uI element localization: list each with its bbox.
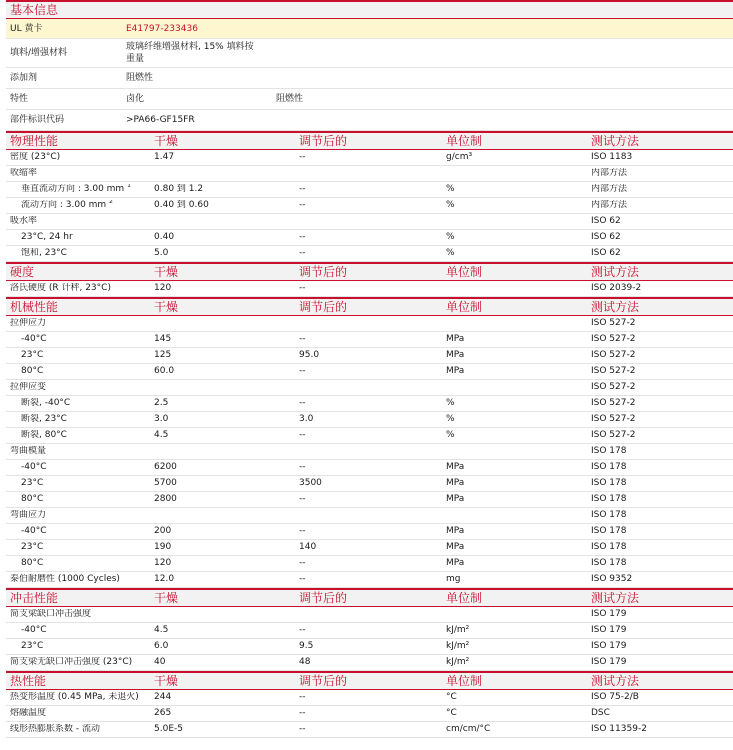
property-name-text: 23°C	[21, 542, 44, 552]
unit-value: MPa	[446, 366, 465, 376]
dry-value: 6200	[154, 462, 177, 472]
dry-value: 5.0	[154, 248, 169, 258]
unit-value: kJ/m²	[446, 657, 470, 667]
test-method: ISO 178	[591, 510, 627, 520]
test-method: ISO 9352	[591, 574, 633, 584]
basic-info-header	[6, 0, 733, 19]
property-name	[6, 609, 154, 620]
table-row	[6, 492, 733, 508]
conditioned-value: --	[299, 625, 306, 635]
property-name	[6, 510, 154, 521]
test-method: ISO 527-2	[591, 414, 636, 424]
test-method: ISO 179	[591, 625, 627, 635]
dry-value: 0.40	[154, 232, 175, 242]
property-name	[6, 430, 154, 441]
hardness-section-title: 硬度	[10, 265, 35, 279]
table-row	[6, 556, 733, 572]
table-row	[6, 246, 733, 262]
feature-value-1: 卤化	[126, 94, 145, 104]
property-name	[6, 216, 154, 227]
property-name	[6, 641, 154, 652]
column-unit-header: 单位制	[446, 674, 483, 688]
test-method: ISO 527-2	[591, 334, 636, 344]
conditioned-value: 48	[299, 657, 311, 667]
property-name	[6, 350, 154, 361]
property-name-text: 饱和, 23°C	[21, 248, 67, 258]
table-row	[6, 332, 733, 348]
additive-label: 添加剂	[10, 73, 38, 83]
additive-value: 阻燃性	[126, 73, 154, 83]
dry-value: 265	[154, 708, 172, 718]
unit-value: %	[446, 232, 455, 242]
property-name	[6, 366, 154, 377]
test-method: ISO 527-2	[591, 430, 636, 440]
table-row	[6, 166, 733, 182]
property-name-text: 23°C	[21, 478, 44, 488]
unit-value: mg	[446, 574, 461, 584]
property-name-text: 流动方向 : 3.00 mm	[21, 200, 107, 210]
table-row	[6, 230, 733, 246]
unit-value: g/cm³	[446, 152, 473, 162]
unit-value: MPa	[446, 350, 465, 360]
column-conditioned-header: 调节后的	[299, 591, 348, 605]
dry-value: 3.0	[154, 414, 169, 424]
unit-value: MPa	[446, 462, 465, 472]
column-method-header: 测试方法	[591, 265, 640, 279]
dry-value: 0.80 到 1.2	[154, 184, 204, 194]
conditioned-value: --	[299, 692, 306, 702]
property-name-text: 弯曲应力	[10, 510, 47, 520]
column-unit-header: 单位制	[446, 134, 483, 148]
table-row	[6, 150, 733, 166]
column-method-header: 测试方法	[591, 591, 640, 605]
property-name-text: 热变形温度 (0.45 MPa, 未退火)	[10, 692, 139, 702]
conditioned-value: --	[299, 248, 306, 258]
test-method: ISO 179	[591, 609, 627, 619]
dry-value: 120	[154, 558, 172, 568]
dry-value: 200	[154, 526, 172, 536]
table-row	[6, 639, 733, 655]
unit-value: °C	[446, 692, 457, 702]
conditioned-value: --	[299, 200, 306, 210]
property-name-text: 80°C	[21, 494, 44, 504]
property-name	[6, 446, 154, 457]
test-method: ISO 178	[591, 478, 627, 488]
conditioned-value: 3.0	[299, 414, 314, 424]
dry-value: 244	[154, 692, 172, 702]
property-name	[6, 692, 154, 703]
table-row	[6, 607, 733, 623]
property-name-text: 断裂, -40°C	[21, 398, 71, 408]
dry-value: 2800	[154, 494, 177, 504]
dry-value: 40	[154, 657, 166, 667]
table-row	[6, 428, 733, 444]
dry-value: 125	[154, 350, 172, 360]
conditioned-value: --	[299, 462, 306, 472]
filler-label: 填料/增强材料	[10, 48, 68, 58]
property-name-text: -40°C	[21, 462, 47, 472]
table-row	[6, 508, 733, 524]
unit-value: %	[446, 430, 455, 440]
test-method: 内部方法	[591, 168, 628, 178]
property-name-text: 泰伯耐磨性 (1000 Cycles)	[10, 574, 120, 584]
property-name-text: 断裂, 80°C	[21, 430, 67, 440]
physical-section-header	[6, 131, 733, 150]
conditioned-value: --	[299, 398, 306, 408]
conditioned-value: --	[299, 708, 306, 718]
property-sections	[6, 131, 733, 738]
dry-value: 2.5	[154, 398, 169, 408]
basic-info-title: 基本信息	[10, 3, 59, 17]
property-name-text: 简支梁无缺口冲击强度 (23°C)	[10, 657, 133, 667]
table-row	[6, 412, 733, 428]
table-row	[6, 623, 733, 639]
conditioned-value: --	[299, 232, 306, 242]
conditioned-value: 3500	[299, 478, 322, 488]
property-name	[6, 526, 154, 537]
property-name	[6, 334, 154, 345]
test-method: 内部方法	[591, 184, 628, 194]
property-name-text: 拉伸应力	[10, 318, 47, 328]
property-name	[6, 724, 154, 735]
unit-value: %	[446, 200, 455, 210]
table-row	[6, 655, 733, 671]
part-id-row	[6, 110, 733, 131]
dry-value: 1.47	[154, 152, 175, 162]
table-row	[6, 348, 733, 364]
ul-yellow-card-row	[6, 19, 733, 39]
property-name-text: 弯曲模量	[10, 446, 47, 456]
property-name-text: 80°C	[21, 558, 44, 568]
property-name	[6, 152, 154, 163]
test-method: ISO 1183	[591, 152, 633, 162]
column-conditioned-header: 调节后的	[299, 300, 348, 314]
conditioned-value: 140	[299, 542, 317, 552]
conditioned-value: --	[299, 526, 306, 536]
test-method: ISO 178	[591, 494, 627, 504]
table-row	[6, 364, 733, 380]
property-name	[6, 542, 154, 553]
conditioned-value: --	[299, 574, 306, 584]
conditioned-value: --	[299, 184, 306, 194]
test-method: ISO 178	[591, 526, 627, 536]
property-name-text: 密度 (23°C)	[10, 152, 61, 162]
property-name-text: 23°C, 24 hr	[21, 232, 73, 242]
conditioned-value: 9.5	[299, 641, 314, 651]
conditioned-value: --	[299, 430, 306, 440]
property-name-text: 洛氏硬度 (R 计秤, 23°C)	[10, 283, 111, 293]
test-method: ISO 62	[591, 216, 621, 226]
test-method: ISO 527-2	[591, 398, 636, 408]
test-method: ISO 178	[591, 446, 627, 456]
property-name-text: 吸水率	[10, 216, 38, 226]
table-row	[6, 524, 733, 540]
mechanical-section-title: 机械性能	[10, 300, 59, 314]
table-row	[6, 572, 733, 588]
part-id-label: 部件标识代码	[10, 115, 65, 125]
property-name-text: -40°C	[21, 334, 47, 344]
test-method: ISO 527-2	[591, 366, 636, 376]
mechanical-section-header	[6, 297, 733, 316]
column-unit-header: 单位制	[446, 265, 483, 279]
property-name	[6, 232, 154, 243]
column-method-header: 测试方法	[591, 134, 640, 148]
unit-value: °C	[446, 708, 457, 718]
unit-value: cm/cm/°C	[446, 724, 491, 734]
property-name	[6, 574, 154, 585]
table-row	[6, 706, 733, 722]
table-row	[6, 444, 733, 460]
property-name-text: -40°C	[21, 526, 47, 536]
unit-value: MPa	[446, 526, 465, 536]
column-dry-header: 干燥	[154, 300, 179, 314]
unit-value: %	[446, 398, 455, 408]
hardness-section-header	[6, 262, 733, 281]
dry-value: 145	[154, 334, 172, 344]
table-row	[6, 182, 733, 198]
column-method-header: 测试方法	[591, 674, 640, 688]
unit-value: %	[446, 414, 455, 424]
property-name	[6, 625, 154, 636]
dry-value: 190	[154, 542, 172, 552]
test-method: ISO 527-2	[591, 318, 636, 328]
column-dry-header: 干燥	[154, 591, 179, 605]
table-row	[6, 198, 733, 214]
conditioned-value: --	[299, 334, 306, 344]
column-dry-header: 干燥	[154, 674, 179, 688]
filler-value-line1: 玻璃纤维增强材料, 15% 填料按	[126, 42, 254, 52]
property-name	[6, 318, 154, 329]
conditioned-value: --	[299, 494, 306, 504]
test-method: 内部方法	[591, 200, 628, 210]
column-unit-header: 单位制	[446, 300, 483, 314]
property-name	[6, 382, 154, 393]
column-unit-header: 单位制	[446, 591, 483, 605]
dry-value: 60.0	[154, 366, 175, 376]
column-conditioned-header: 调节后的	[299, 265, 348, 279]
table-row	[6, 316, 733, 332]
property-name-text: 23°C	[21, 641, 44, 651]
test-method: DSC	[591, 708, 610, 718]
unit-value: MPa	[446, 494, 465, 504]
conditioned-value: --	[299, 724, 306, 734]
test-method: ISO 75-2/B	[591, 692, 639, 702]
dry-value: 12.0	[154, 574, 175, 584]
filler-row	[6, 39, 733, 68]
test-method: ISO 62	[591, 232, 621, 242]
property-name	[6, 283, 154, 294]
property-name	[6, 558, 154, 569]
footnote-marker: 1	[127, 184, 131, 189]
test-method: ISO 527-2	[591, 350, 636, 360]
property-name-text: 简支梁缺口冲击强度	[10, 609, 92, 619]
table-row	[6, 722, 733, 738]
property-name	[6, 494, 154, 505]
property-name-text: 拉伸应变	[10, 382, 47, 392]
property-name	[6, 414, 154, 425]
property-name-text: 80°C	[21, 366, 44, 376]
column-conditioned-header: 调节后的	[299, 134, 348, 148]
feature-label: 特性	[10, 94, 29, 104]
unit-value: kJ/m²	[446, 641, 470, 651]
property-name	[6, 168, 154, 179]
property-name	[6, 462, 154, 473]
thermal-section-header	[6, 671, 733, 690]
footnote-marker: 2	[109, 200, 113, 205]
property-name-text: -40°C	[21, 625, 47, 635]
property-name-text: 熔融温度	[10, 708, 47, 718]
impact-section-header	[6, 588, 733, 607]
test-method: ISO 179	[591, 657, 627, 667]
additive-row	[6, 68, 733, 89]
table-row	[6, 540, 733, 556]
test-method: ISO 527-2	[591, 382, 636, 392]
property-name-text: 断裂, 23°C	[21, 414, 67, 424]
unit-value: MPa	[446, 542, 465, 552]
unit-value: kJ/m²	[446, 625, 470, 635]
property-name	[6, 708, 154, 719]
dry-value: 0.40 到 0.60	[154, 200, 209, 210]
ul-label: UL 黄卡	[10, 23, 43, 34]
unit-value: MPa	[446, 334, 465, 344]
conditioned-value: 95.0	[299, 350, 320, 360]
filler-value-line2: 重量	[126, 54, 145, 64]
property-name	[6, 184, 154, 195]
thermal-section-title: 热性能	[10, 674, 47, 688]
table-row	[6, 690, 733, 706]
property-name-text: 收缩率	[10, 168, 38, 178]
column-dry-header: 干燥	[154, 134, 179, 148]
test-method: ISO 179	[591, 641, 627, 651]
property-name	[6, 478, 154, 489]
column-dry-header: 干燥	[154, 265, 179, 279]
unit-value: %	[446, 184, 455, 194]
ul-value[interactable]: E41797-233436	[126, 23, 198, 34]
property-name	[6, 200, 154, 211]
test-method: ISO 178	[591, 462, 627, 472]
property-name-text: 23°C	[21, 350, 44, 360]
property-name	[6, 398, 154, 409]
property-name	[6, 248, 154, 259]
conditioned-value: --	[299, 283, 306, 293]
unit-value: %	[446, 248, 455, 258]
impact-section-title: 冲击性能	[10, 591, 59, 605]
column-method-header: 测试方法	[591, 300, 640, 314]
filler-value	[126, 41, 276, 65]
conditioned-value: --	[299, 152, 306, 162]
dry-value: 5.0E-5	[154, 724, 183, 734]
table-row	[6, 281, 733, 297]
table-row	[6, 460, 733, 476]
feature-value-2: 阻燃性	[276, 94, 304, 104]
test-method: ISO 178	[591, 542, 627, 552]
physical-section-title: 物理性能	[10, 134, 59, 148]
conditioned-value: --	[299, 558, 306, 568]
conditioned-value: --	[299, 366, 306, 376]
test-method: ISO 62	[591, 248, 621, 258]
dry-value: 5700	[154, 478, 177, 488]
part-id-value: >PA66-GF15FR	[126, 115, 195, 125]
property-name-text: 垂直流动方向 : 3.00 mm	[21, 184, 125, 194]
dry-value: 6.0	[154, 641, 169, 651]
column-conditioned-header: 调节后的	[299, 674, 348, 688]
table-row	[6, 380, 733, 396]
test-method: ISO 178	[591, 558, 627, 568]
unit-value: MPa	[446, 478, 465, 488]
unit-value: MPa	[446, 558, 465, 568]
dry-value: 120	[154, 283, 172, 293]
property-name-text: 线形热膨胀系数 - 流动	[10, 724, 100, 734]
test-method: ISO 11359-2	[591, 724, 647, 734]
table-row	[6, 396, 733, 412]
property-name	[6, 657, 154, 668]
test-method: ISO 2039-2	[591, 283, 642, 293]
dry-value: 4.5	[154, 430, 169, 440]
dry-value: 4.5	[154, 625, 169, 635]
table-row	[6, 476, 733, 492]
feature-row	[6, 89, 733, 110]
table-row	[6, 214, 733, 230]
